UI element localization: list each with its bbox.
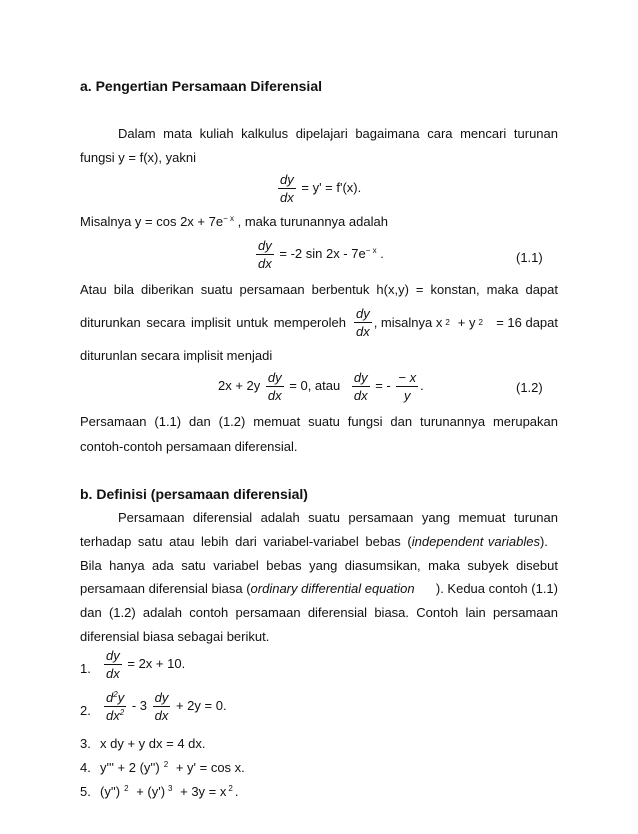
definition-line-3: Bila hanya ada satu variabel bebas yang diasumsikan, maka subyek disebut <box>80 558 558 573</box>
fraction-denominator: dx <box>355 324 370 339</box>
text-dx: dx <box>106 708 120 723</box>
text-segment: persamaan diferensial biasa ( <box>80 581 251 596</box>
paragraph-2-line-3: diturunlan secara implisit menjadi <box>80 348 273 363</box>
exponent: 2 <box>124 784 129 793</box>
example-1 <box>102 648 185 681</box>
equation-end: . <box>380 245 384 261</box>
fraction-numerator: dy <box>355 306 370 321</box>
equation-number-1-2: (1.2) <box>516 380 543 395</box>
fraction-dy-dx <box>266 370 284 403</box>
text-segment: + y <box>457 314 476 330</box>
definition-line-4 <box>80 581 558 597</box>
section-b-heading: b. Definisi (persamaan diferensial) <box>80 486 308 502</box>
paragraph-1-line-1: Dalam mata kuliah kalkulus dipelajari bagaimana cara mencari turunan <box>118 126 558 141</box>
fraction-dy-dx <box>104 648 122 681</box>
fraction-d2y-dx2 <box>104 690 126 723</box>
fraction-dy-dx <box>256 238 274 271</box>
text-segment: (y'') <box>100 784 121 799</box>
text-segment: , misalnya x <box>373 314 443 330</box>
fraction-denominator: dx <box>258 256 272 271</box>
equation-1-2 <box>218 370 424 403</box>
paragraph-1-line-2: fungsi y = f(x), yakni <box>80 150 196 165</box>
fraction-dy-dx <box>278 172 296 205</box>
example-3-number: 3. <box>80 736 91 751</box>
equation-rhs: = 2x + 10. <box>127 655 186 671</box>
function-text-end: , maka turunannya adalah <box>237 214 388 229</box>
equation-equals: = - <box>375 377 391 393</box>
text-segment: + (y') <box>136 784 166 799</box>
text-segment: ). <box>539 534 548 549</box>
equation-rhs: = -2 sin 2x - 7e <box>279 245 366 261</box>
example-2-number: 2. <box>80 703 91 718</box>
fraction-denominator: dx <box>353 388 368 403</box>
text-segment: + y' = cos x. <box>175 760 245 775</box>
exponent: − x <box>223 214 234 223</box>
definition-line-2 <box>80 534 558 550</box>
text-y: y <box>117 690 125 705</box>
example-4 <box>100 760 245 776</box>
fraction-numerator: dy <box>267 370 282 385</box>
text-segment: terhadap satu atau lebih dari variabel-variabel bebas ( <box>80 534 412 549</box>
exponent: 2 <box>119 708 125 717</box>
text-segment: = 16 dapat <box>496 314 558 330</box>
equation-derivative <box>276 172 361 205</box>
text-segment: + 3y = x <box>180 784 227 799</box>
fraction-numerator: dy <box>353 370 368 385</box>
fraction-dy-dx <box>153 690 171 723</box>
italic-term: ordinary differential equation <box>250 581 415 596</box>
definition-line-5: dan (1.2) adalah contoh persamaan diferensial biasa. Contoh lain persamaan <box>80 605 558 620</box>
example-function-line <box>80 214 388 230</box>
fraction-minus-x-y <box>396 370 418 403</box>
exponent: 3 <box>168 784 173 793</box>
example-4-number: 4. <box>80 760 91 775</box>
fraction-denominator: y <box>404 388 411 403</box>
fraction-numerator: dy <box>258 238 272 253</box>
paragraph-2-line-1: Atau bila diberikan suatu persamaan berbentuk h(x,y) = konstan, maka dapat <box>80 282 558 297</box>
text-d: d <box>106 690 114 705</box>
function-text: Misalnya y = cos 2x + 7e <box>80 214 224 229</box>
exponent: − x <box>365 245 377 255</box>
equation-lhs: 2x + 2y <box>218 377 261 393</box>
text-segment: y''' + 2 (y'') <box>100 760 160 775</box>
definition-line-1: Persamaan diferensial adalah suatu persamaan yang memuat turunan <box>118 510 558 525</box>
text-segment: ). Kedua contoh (1.1) <box>435 581 558 596</box>
exponent: 2 <box>228 784 233 793</box>
equation-1-1 <box>254 238 384 271</box>
exponent: 2 <box>163 760 169 769</box>
paragraph-3-line-1: Persamaan (1.1) dan (1.2) memuat suatu fungsi dan turunannya merupakan <box>80 414 558 429</box>
fraction-numerator: − x <box>398 370 417 385</box>
fraction-denominator: dx <box>267 388 282 403</box>
fraction-dy-dx <box>354 306 372 339</box>
definition-line-6: diferensial biasa sebagai berikut. <box>80 629 270 644</box>
fraction-dy-dx <box>352 370 370 403</box>
section-a-heading: a. Pengertian Persamaan Diferensial <box>80 78 322 94</box>
text-segment: . <box>234 784 239 799</box>
fraction-numerator: dy <box>280 172 294 187</box>
equation-end: . <box>420 377 424 393</box>
example-1-number: 1. <box>80 661 91 676</box>
italic-term: independent variables <box>411 534 540 549</box>
fraction-numerator <box>104 690 126 707</box>
fraction-denominator: dx <box>154 708 169 723</box>
example-3: x dy + y dx = 4 dx. <box>100 736 206 751</box>
fraction-denominator <box>104 707 126 723</box>
equation-number-1-1: (1.1) <box>516 250 543 265</box>
equation-minus: - 3 <box>131 697 147 713</box>
equation-mid: = 0, atau <box>289 377 341 393</box>
paragraph-2-line-2: diturunkan secara implisit untuk memperoleh $\frac{dy}{dx}$ , misalnya x 2 + y 2 = 16 dapat <box>80 306 558 339</box>
fraction-numerator: dy <box>106 648 120 663</box>
paragraph-3-line-2: contoh-contoh persamaan diferensial. <box>80 439 298 454</box>
example-5-number: 5. <box>80 784 91 799</box>
exponent: 2 <box>113 690 118 699</box>
fraction-numerator: dy <box>154 690 169 705</box>
example-2 <box>102 690 227 723</box>
example-5 <box>100 784 238 800</box>
fraction-denominator: dx <box>280 190 294 205</box>
fraction-denominator: dx <box>106 666 120 681</box>
text-segment: diturunkan secara implisit untuk memperoleh <box>80 314 346 330</box>
equation-rhs: + 2y = 0. <box>175 697 227 713</box>
equation-rhs: = y' = f'(x). <box>301 179 362 195</box>
